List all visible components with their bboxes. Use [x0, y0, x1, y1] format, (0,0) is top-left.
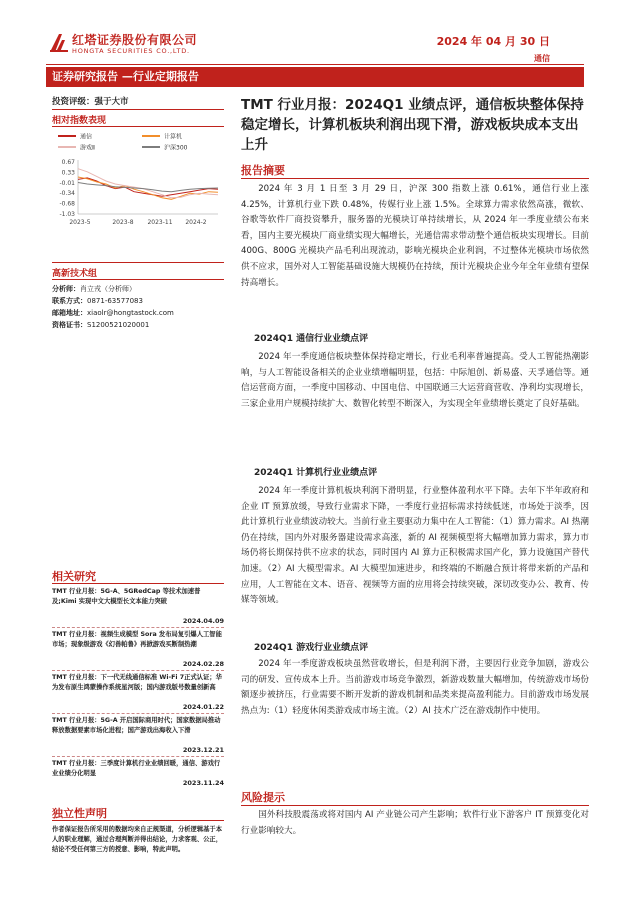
legend-label: 通信 — [80, 133, 93, 141]
summary-heading: 报告摘要 — [241, 164, 285, 177]
related-item-date: 2024.01.22 — [182, 703, 224, 711]
y-tick-label: -0.68 — [59, 200, 75, 208]
related-item[interactable]: TMT 行业月报：5G-A、5GRedCap 等技术加速普及;Kimi 实现中文大模型长文本能力突破 — [52, 588, 201, 605]
rating-divider — [52, 109, 224, 110]
y-tick-label: -1.03 — [59, 211, 75, 218]
company-name-en: HONGTA SECURITIES CO.,LTD. — [72, 47, 190, 55]
related-divider — [52, 583, 224, 584]
gaming-heading: 2024Q1 游戏行业业绩点评 — [254, 643, 369, 653]
related-item-date: 2023.12.21 — [182, 746, 224, 754]
related-item[interactable]: TMT 行业月报：5G-A 开启国际商用时代；国家数据局推动释放数据要素市场化进程；国产游戏出海收入下滑 — [52, 717, 221, 734]
investment-rating: 投资评级：强于大市 — [52, 97, 129, 107]
y-tick-label: -0.34 — [59, 189, 75, 197]
related-item-date: 2023.11.24 — [182, 779, 224, 787]
analyst-email: 邮箱地址：xiaolr@hongtastock.com — [52, 309, 174, 317]
disclaimer-text: 作者保证报告所采用的数据均来自正规渠道，分析逻辑基于本人的职业理解，通过合理判断并得出结论，力求客观、公正，结论不受任何第三方的授意、影响，特此声明。 — [52, 826, 223, 853]
computer-heading: 2024Q1 计算机行业业绩点评 — [254, 468, 378, 478]
related-item[interactable]: TMT 行业月报：下一代无线通信标准 Wi-Fi 7正式认证；华为发布原生鸿蒙操作系统星河版；国内游戏版号数量创新高 — [52, 674, 222, 691]
analyst-divider — [52, 279, 224, 280]
chart-legend — [58, 133, 188, 152]
series-line — [78, 177, 218, 199]
x-tick-label: 2024-2 — [185, 219, 207, 226]
analyst-certificate: 资格证书：S1200521020001 — [52, 321, 150, 329]
summary-divider — [241, 178, 589, 179]
telecom-paragraph: 2024 年一季度通信板块整体保持稳定增长，行业毛利率普遍提高。受人工智能热潮影响，与人工智能设备相关的企业业绩增幅明显，包括：中际旭创、新易盛、天孚通信等。通信运营商方面，一季度中国移动、中国电信、中国联通三大运营商营收、净利均实现增长，三家企业用户规模持续扩大、数智化转型不断深入，为实现全年业绩增长奠定了良好基础。 — [241, 352, 589, 409]
company-name-cn: 红塔证券股份有限公司 — [72, 33, 198, 47]
related-research-title: 相关研究 — [52, 570, 96, 583]
related-item-date: 2024.04.09 — [182, 617, 224, 625]
disclaimer-title: 独立性声明 — [52, 807, 107, 820]
chart-lines — [78, 169, 218, 200]
relative-index-chart — [52, 130, 222, 240]
risk-heading: 风险提示 — [241, 791, 285, 804]
legend-label: 计算机 — [164, 133, 183, 141]
y-tick-label: 0.33 — [61, 169, 75, 177]
x-tick-label: 2023-11 — [147, 219, 173, 226]
analyst-phone: 联系方式：0871-63577083 — [52, 297, 143, 305]
related-separator — [52, 627, 224, 628]
legend-label: 游戏Ⅱ — [80, 144, 95, 152]
report-title: TMT 行业月报：2024Q1 业绩点评，通信板块整体保持稳定增长，计算机板块利润出现下滑，游戏板块成本支出上升 — [241, 97, 584, 153]
report-type-band: 证券研究报告 —行业定期报告 — [46, 67, 584, 87]
x-tick-label: 2023-8 — [112, 219, 134, 226]
disclaimer-divider — [52, 820, 224, 821]
summary-paragraph: 2024 年 3 月 1 日至 3 月 29 日，沪深 300 指数上涨 0.61%，通信行业上涨 4.25%，计算机行业下跌 0.48%，传媒行业上涨 1.5%。全球算力需求依然高涨，微软、谷歌等软件厂商投资攀升，服务器的光模块订单持续增长，从 2024 年一季度业绩公布来看，国内主要光模块厂商业绩实现大幅增长，光通信需求带动整个通信板块实现增长。目前 400G、800G 光模块产品毛利出现流动，影响光模块企业利润，不过整体光模块市场依然供不应求，国外对人工智能基础设施大规模仍在持续，预计光模块企业今年全年业绩有望保持高增长。 — [241, 184, 589, 288]
telecom-heading: 2024Q1 通信行业业绩点评 — [254, 334, 369, 344]
chart-x-axis — [69, 219, 206, 226]
company-logo-icon — [50, 34, 68, 52]
chart-section-title: 相对指数表现 — [52, 116, 107, 126]
y-tick-label: -0.01 — [59, 179, 75, 187]
gaming-paragraph: 2024 年一季度游戏板块虽然营收增长，但是利润下滑，主要因行业竞争加剧，游戏公司的研发、宣传成本上升。当前游戏市场竞争激烈，新游戏数量大幅增加，传统游戏市场份额逐步被挤压，行业需要不断开发新的游戏机制和品类来提高盈利能力。目前游戏市场发展热点为:（1）轻度休闲类游戏成市场主流。（2）AI 技术广泛在游戏制作中使用。 — [241, 659, 589, 716]
y-tick-label: 0.67 — [61, 159, 75, 166]
related-separator — [52, 670, 224, 671]
related-item[interactable]: TMT 行业月报：视频生成模型 Sora 发布局复引爆人工智能市场；现象级游戏《幻兽帕鲁》再掀游戏买断制热潮 — [52, 631, 222, 648]
analyst-divider-top — [52, 262, 224, 263]
header-divider — [46, 64, 584, 65]
risk-paragraph: 国外科技股震荡或将对国内 AI 产业链公司产生影响；软件行业下游客户 IT 预算变化对行业影响较大。 — [241, 810, 589, 836]
computer-paragraph: 2024 年一季度计算机板块利润下滑明显，行业整体盈利水平下降。去年下半年政府和企业 IT 预算放缓，导致行业需求下降，一季度行业招标需求持续低迷，市场处于淡季，因此计算机行业业绩波动较大。当前行业主要驱动力集中在人工智能：（1）算力需求。AI 热潮仍在持续，国内外对服务器建设需求高涨，新的 AI 视频模型将大幅增加算力需求，算力市场仍将长期保持供不应求的状态，同时国内 AI 算力正积极需求国产化，算力设施国产替代加速。（2）AI 大模型需求。AI 大模型加速进步，和终端的不断融合预计将带来新的产品和应用，人工智能在文本、语音、视频等方面的应用将会持续突破，深切改变办公、教育、传媒等领域。 — [241, 486, 589, 606]
analyst-name: 分析师：肖立戎（分析师） — [52, 285, 136, 293]
report-date: 2024 年 04 月 30 日 — [436, 35, 550, 48]
legend-label: 沪深300 — [164, 144, 188, 152]
analyst-section-title: 高新技术组 — [52, 269, 98, 279]
industry-label: 通信 — [534, 54, 550, 63]
related-separator — [52, 713, 224, 714]
x-tick-label: 2023-5 — [69, 219, 91, 226]
risk-divider — [241, 805, 589, 806]
related-item-date: 2024.02.28 — [182, 660, 224, 668]
chart-title-divider — [52, 126, 224, 127]
related-item[interactable]: TMT 行业月报：三季度计算机行业业绩回暖，通信、游戏行业业绩分化明显 — [52, 760, 221, 777]
related-separator — [52, 756, 224, 757]
